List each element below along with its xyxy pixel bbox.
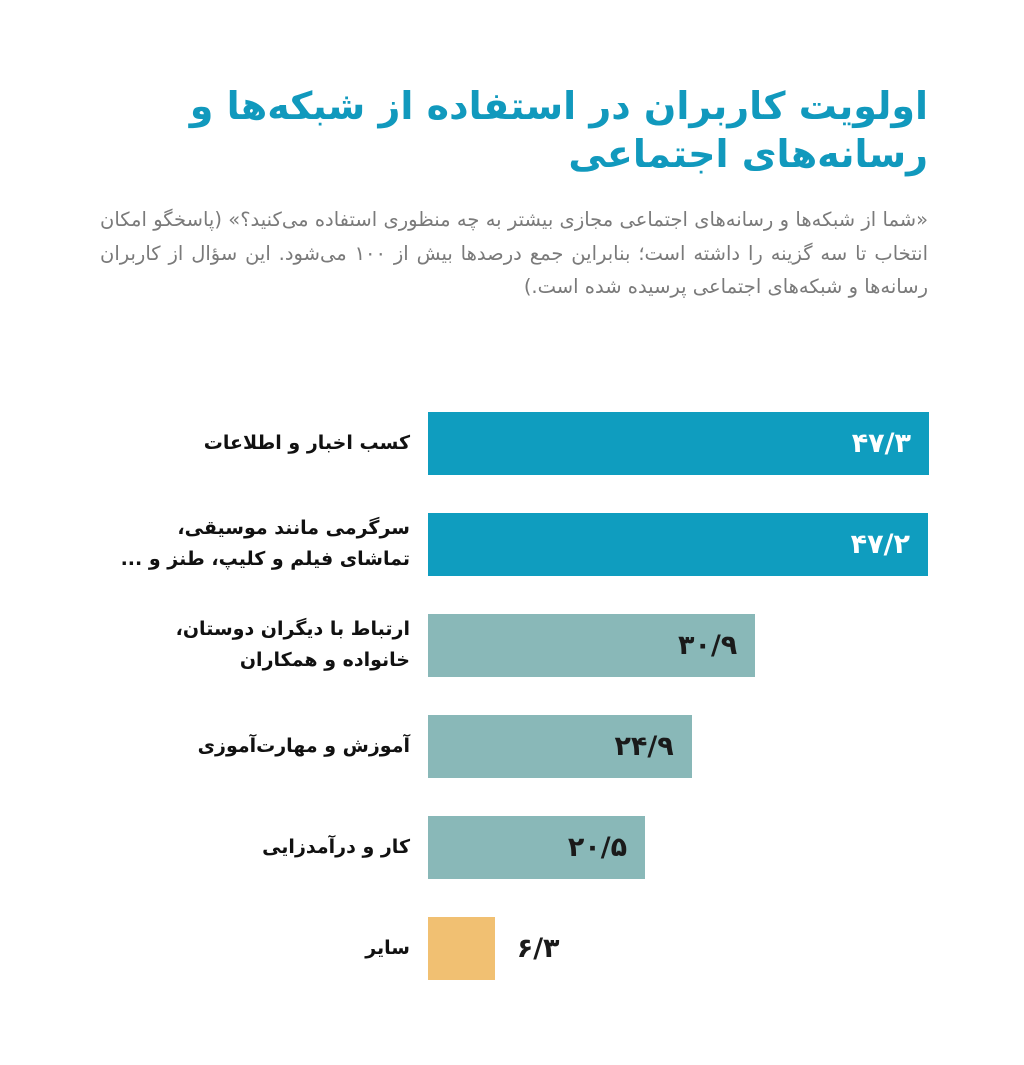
category-label-line: آموزش و مهارت‌آموزی xyxy=(197,734,410,757)
category-label-line: کار و درآمدزایی xyxy=(262,835,410,858)
category-label xyxy=(365,917,410,980)
chart-title xyxy=(88,82,928,178)
category-label-line: تماشای فیلم و کلیپ، طنز و ... xyxy=(120,548,410,571)
category-label xyxy=(262,816,410,879)
category-label-line: کسب اخبار و اطلاعات xyxy=(203,432,410,454)
bar xyxy=(428,917,495,980)
category-label-line: خانواده و همکاران xyxy=(239,649,410,672)
bar-row xyxy=(0,412,1024,475)
bar-row xyxy=(0,513,1024,576)
chart-subtitle: «شما از شبکه‌ها و رسانه‌های اجتماعی مجازی بیشتر به چه منظوری استفاده می‌کنید؟» (پاسخگو امکان انتخاب تا سه گزینه را داشته است؛ بنابراین جمع درصدها بیش از ۱۰۰ می‌شود. این سؤال از کاربران رسانه‌ها و شبکه‌های اجتماعی پرسیده شده است.) xyxy=(100,208,928,298)
value-label: ۲۴/۹ xyxy=(614,730,674,762)
category-label xyxy=(204,412,410,475)
value-label: ۴۷/۲ xyxy=(850,528,910,560)
value-label: ۳۰/۹ xyxy=(677,629,738,661)
value-label: ۶/۳ xyxy=(516,932,560,964)
category-label xyxy=(198,715,410,778)
bar-row xyxy=(0,614,1024,677)
category-label xyxy=(121,513,410,576)
chart-title-line-2: رسانه‌های اجتماعی xyxy=(568,132,928,176)
chart-title-line-1: اولویت کاربران در استفاده از شبکه‌ها و xyxy=(189,84,928,128)
bar-row xyxy=(0,715,1024,778)
category-label-line: سایر xyxy=(365,936,410,959)
category-label xyxy=(176,614,410,677)
category-label-line: سرگرمی مانند موسیقی، xyxy=(177,517,410,540)
bar-row xyxy=(0,816,1024,879)
value-label: ۴۷/۳ xyxy=(851,428,911,459)
category-label-line: ارتباط با دیگران دوستان، xyxy=(175,618,410,641)
value-label: ۲۰/۵ xyxy=(567,831,628,863)
bar-row xyxy=(0,917,1024,980)
